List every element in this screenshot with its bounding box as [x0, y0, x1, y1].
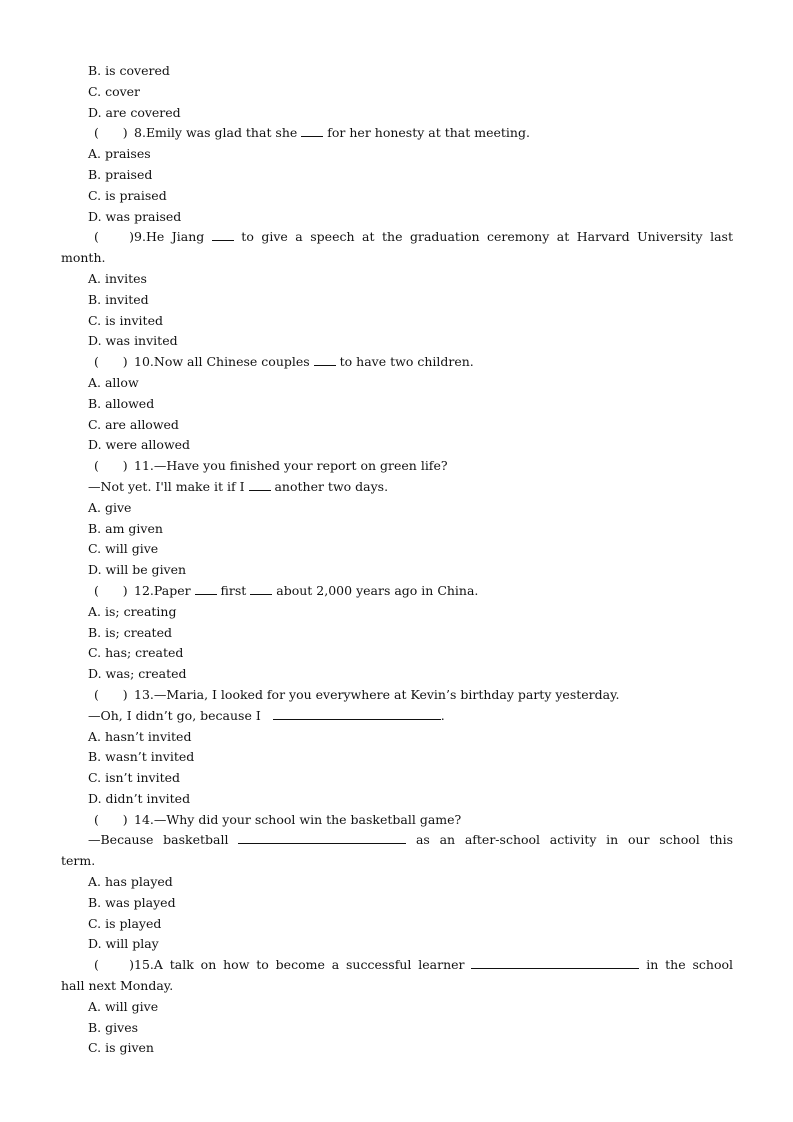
question-10: ( ) 10.Now all Chinese couples to have two children. — [0, 352, 793, 373]
q15-option-a: A. will give — [88, 998, 159, 1014]
q9-option-b: B. invited — [88, 291, 149, 307]
q8-option-b: B. praised — [88, 166, 153, 182]
answer-blank[interactable] — [250, 584, 272, 595]
answer-paren[interactable]: ( ) — [94, 582, 128, 598]
q7-option-b: B. is covered — [88, 63, 170, 78]
question-9-continued: month. — [61, 250, 106, 266]
question-14: ( ) 14.—Why did your school win the basketball game? — [0, 810, 793, 831]
answer-paren[interactable]: ( ) — [94, 957, 134, 973]
answer-blank[interactable] — [212, 230, 234, 241]
answer-blank[interactable] — [273, 709, 441, 720]
q11-option-c: C. will give — [88, 541, 159, 557]
question-13-reply: —Oh, I didn’t go, because I . — [88, 707, 445, 723]
question-9: ( )9.He Jiang to give a speech at the graduation ceremony at Harvard University last — [0, 227, 733, 248]
answer-paren[interactable]: ( ) — [94, 811, 128, 827]
q15-option-c: C. is given — [88, 1040, 154, 1056]
q8-option-a: A. praises — [88, 146, 151, 162]
answer-blank[interactable] — [238, 833, 406, 844]
q8-option-c: C. is praised — [88, 187, 167, 203]
q15-option-b: B. gives — [88, 1019, 139, 1035]
answer-paren[interactable]: ( ) — [94, 354, 128, 370]
q12-option-a: A. is; creating — [88, 603, 177, 619]
q14-option-b: B. was played — [88, 894, 176, 910]
question-12: ( ) 12.Paper first about 2,000 years ago in China. — [0, 581, 793, 602]
question-11-reply: —Not yet. I'll make it if I another two days. — [88, 478, 389, 494]
q12-option-b: B. is; created — [88, 624, 172, 640]
q13-option-b: B. wasn’t invited — [88, 749, 195, 765]
answer-blank[interactable] — [471, 958, 639, 969]
question-15: ( )15.A talk on how to become a successful learner in the school — [0, 955, 733, 976]
q13-option-d: D. didn’t invited — [88, 790, 191, 806]
q14-option-a: A. has played — [88, 874, 173, 890]
q7-option-d: D. are covered — [88, 104, 181, 120]
question-8: ( ) 8.Emily was glad that she for her honesty at that meeting. — [0, 123, 793, 144]
answer-blank[interactable] — [301, 126, 323, 137]
answer-blank[interactable] — [249, 480, 271, 491]
q14-option-d: D. will play — [88, 936, 159, 952]
answer-paren[interactable]: ( ) — [94, 229, 134, 245]
question-11: ( ) 11.—Have you finished your report on green life? — [0, 456, 793, 477]
question-14-continued: term. — [61, 853, 96, 869]
answer-blank[interactable] — [314, 355, 336, 366]
question-15-continued: hall next Monday. — [61, 978, 174, 994]
q10-option-a: A. allow — [88, 374, 139, 390]
q14-option-c: C. is played — [88, 915, 162, 931]
q8-option-d: D. was praised — [88, 208, 182, 224]
answer-paren[interactable]: ( ) — [94, 458, 128, 474]
answer-paren[interactable]: ( ) — [94, 125, 128, 141]
q13-option-c: C. isn’t invited — [88, 770, 181, 786]
q12-option-c: C. has; created — [88, 645, 184, 661]
q10-option-d: D. were allowed — [88, 437, 191, 453]
q12-option-d: D. was; created — [88, 666, 187, 682]
q7-option-c: C. cover — [88, 83, 141, 99]
q13-option-a: A. hasn’t invited — [88, 728, 192, 744]
answer-paren[interactable]: ( ) — [94, 686, 128, 702]
q10-option-c: C. are allowed — [88, 416, 179, 432]
q11-option-d: D. will be given — [88, 562, 187, 578]
q9-option-d: D. was invited — [88, 333, 178, 349]
answer-blank[interactable] — [195, 584, 217, 595]
worksheet-page — [0, 61, 793, 1059]
q9-option-c: C. is invited — [88, 312, 163, 328]
q11-option-a: A. give — [88, 499, 132, 515]
q10-option-b: B. allowed — [88, 395, 155, 411]
question-13: ( ) 13.—Maria, I looked for you everywhere at Kevin’s birthday party yesterday. — [0, 685, 793, 706]
q11-option-b: B. am given — [88, 520, 163, 536]
q9-option-a: A. invites — [88, 270, 147, 286]
question-14-reply: —Because basketball as an after-school activity in our school this — [88, 832, 733, 848]
